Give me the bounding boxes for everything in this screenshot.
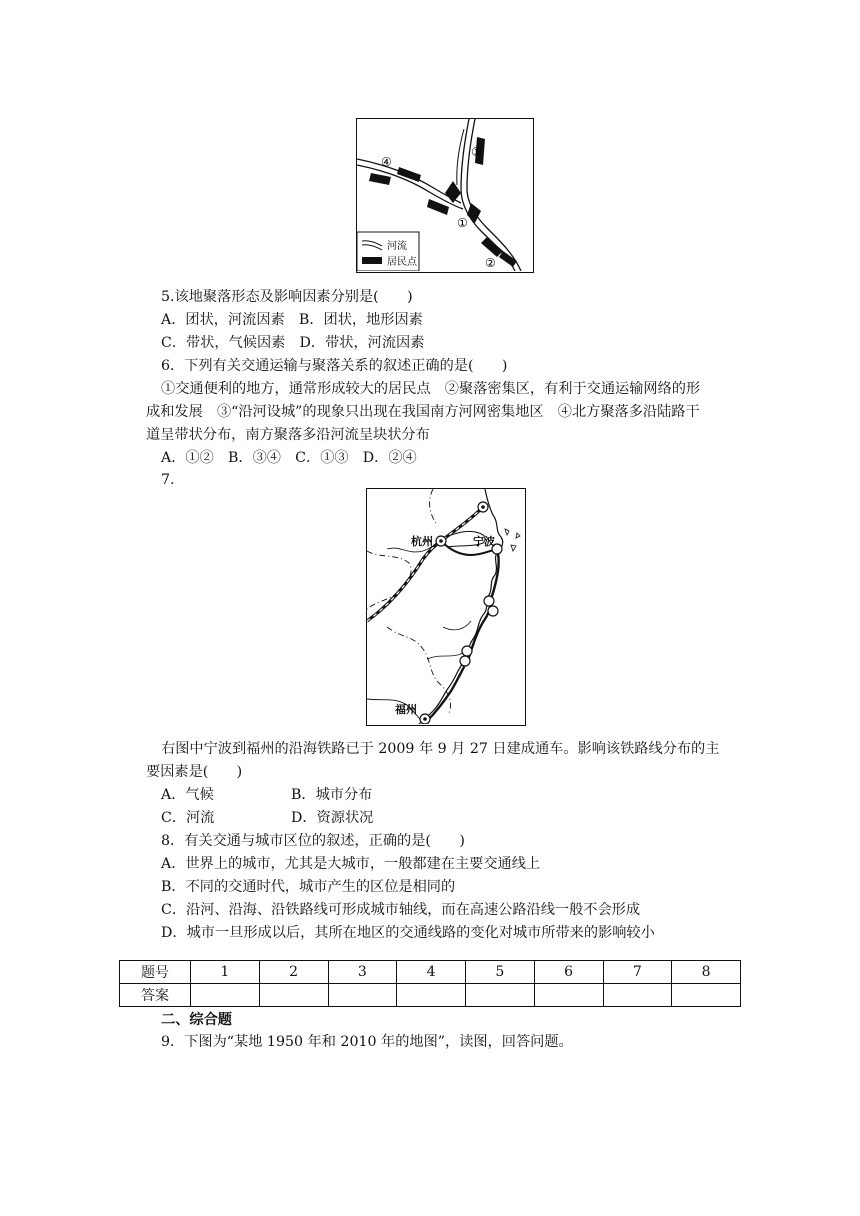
q8-stem: 8．有关交通与城市区位的叙述，正确的是( ) — [161, 833, 465, 849]
q9-stem: 9．下图为“某地 1950 年和 2010 年的地图”，读图，回答问题。 — [161, 1034, 573, 1050]
settlement-1-block-c — [467, 203, 481, 223]
q7-stem-line2: 要因素是( ) — [146, 764, 243, 780]
settlement-river-map — [356, 118, 534, 273]
zhejiang-railway-map — [366, 488, 526, 726]
q7-option-b: B．城市分布 — [291, 787, 373, 803]
q8-option-b: B．不同的交通时代，城市产生的区位是相同的 — [161, 879, 456, 895]
q6-statement-line2: 成和发展 ③“沿河设城”的现象只出现在我国南方河网密集地区 ④北方聚落多沿陆路干 — [146, 404, 700, 420]
answer-cell[interactable] — [672, 984, 741, 1007]
q6-statement-line1: ①交通便利的地方，通常形成较大的居民点 ②聚落密集区，有利于交通运输网络的形 — [161, 381, 701, 397]
city-coastal-a — [484, 596, 494, 606]
q7-stem-line1: 右图中宁波到福州的沿海铁路已于 2009 年 9 月 27 日建成通车。影响该铁路线分布的主 — [161, 741, 720, 757]
q5-stem: 5.该地聚落形态及影响因素分别是( ) — [161, 289, 413, 305]
answer-table-number: 2 — [259, 961, 328, 984]
q8-option-c: C．沿河、沿海、沿铁路线可形成城市轴线，而在高速公路沿线一般不会形成 — [161, 902, 641, 918]
q7-number: 7. — [161, 472, 175, 488]
q6-options: A．①② B．③④ C．①③ D．②④ — [161, 450, 417, 466]
city-coastal-c — [462, 646, 472, 656]
label-2: ② — [485, 256, 496, 270]
label-4: ④ — [381, 155, 392, 169]
section2-heading: 二、综合题 — [161, 1012, 232, 1028]
answer-table-number: 1 — [191, 961, 260, 984]
answer-cell[interactable] — [534, 984, 603, 1007]
settlement-4-block-a — [369, 173, 391, 185]
q6-statement-line3: 道呈带状分布，南方聚落多沿河流呈块状分布 — [146, 427, 430, 443]
q8-option-a: A．世界上的城市，尤其是大城市，一般都建在主要交通线上 — [161, 856, 541, 872]
answer-cell[interactable] — [603, 984, 672, 1007]
answer-table-number: 8 — [672, 961, 741, 984]
answer-table-number: 7 — [603, 961, 672, 984]
answer-table-answer-row — [120, 984, 741, 1007]
q5-options-row1: A．团状，河流因素 B．团状，地形因素 — [161, 312, 423, 328]
legend-settlement-label: 居民点 — [387, 257, 417, 268]
city-coastal-d — [460, 656, 470, 666]
settlement-1-block-a — [445, 181, 461, 203]
answer-cell[interactable] — [259, 984, 328, 1007]
label-ningbo: 宁波 — [473, 535, 495, 548]
city-coastal-b — [488, 606, 498, 616]
label-fuzhou: 福州 — [395, 703, 417, 716]
answer-cell[interactable] — [466, 984, 535, 1007]
answer-table-number: 4 — [397, 961, 466, 984]
settlement-4-block-b — [397, 167, 421, 182]
settlement-river-map-drawing — [357, 119, 532, 271]
q7-option-c: C．河流 — [161, 810, 215, 826]
answer-table-header-row — [120, 961, 741, 984]
answer-cell[interactable] — [328, 984, 397, 1007]
q6-stem: 6．下列有关交通运输与聚落关系的叙述正确的是( ) — [161, 358, 508, 374]
q5-options-row2: C．带状，气候因素 D．带状，河流因素 — [161, 335, 425, 351]
label-1: ① — [457, 216, 468, 230]
q7-option-d: D．资源状况 — [291, 810, 374, 826]
q8-option-d: D．城市一旦形成以后，其所在地区的交通线路的变化对城市所带来的影响较小 — [161, 925, 655, 941]
answer-cell[interactable] — [191, 984, 260, 1007]
label-3: ③ — [471, 145, 482, 159]
legend-settlement-symbol — [362, 257, 382, 264]
answer-table-number: 6 — [534, 961, 603, 984]
legend-river-label: 河流 — [387, 241, 407, 252]
answer-table — [119, 960, 741, 1007]
answer-table-number: 5 — [466, 961, 535, 984]
q7-option-a: A．气候 — [161, 787, 214, 803]
answer-cell[interactable] — [397, 984, 466, 1007]
answer-table-number: 3 — [328, 961, 397, 984]
answer-table-answer-label: 答案 — [120, 984, 191, 1007]
answer-table-number-label: 题号 — [120, 961, 191, 984]
zhejiang-railway-map-drawing — [367, 489, 524, 724]
label-hangzhou: 杭州 — [411, 535, 433, 548]
